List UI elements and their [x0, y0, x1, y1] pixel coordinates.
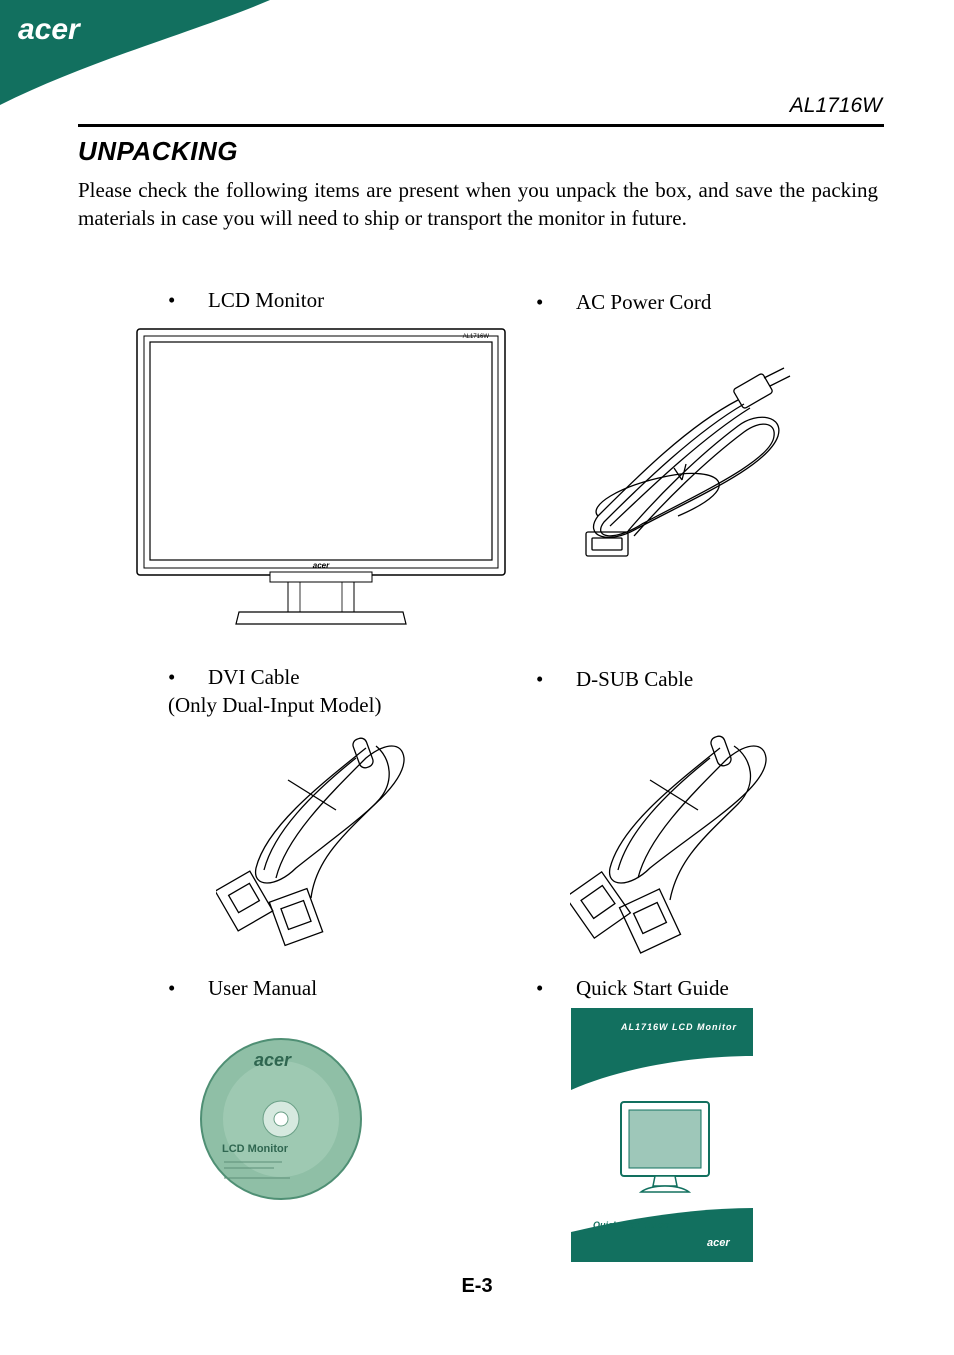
model-label: AL1716W [789, 94, 882, 117]
header-rule [78, 124, 884, 127]
item-label: D-SUB Cable [576, 667, 694, 691]
bullet-icon: • [168, 665, 176, 689]
page-number: E-3 [461, 1275, 493, 1297]
section-title: UNPACKING [78, 136, 239, 166]
svg-text:acer: acer [254, 1050, 292, 1070]
acer-logo [14, 12, 114, 46]
dvi-cable-icon [216, 728, 416, 948]
list-item [168, 286, 324, 314]
list-item [536, 665, 693, 693]
bullet-icon: • [168, 288, 176, 312]
lcd-monitor-icon [134, 326, 508, 630]
svg-text:LCD Monitor: LCD Monitor [222, 1143, 288, 1155]
list-item [168, 663, 381, 719]
ac-power-cord-icon [578, 356, 808, 576]
svg-text:Quick Start Guide: Quick Start Guide [593, 1220, 670, 1230]
list-item [536, 288, 711, 316]
svg-text:AL1716W: AL1716W [462, 334, 489, 340]
svg-text:acer: acer [18, 13, 80, 46]
intro-paragraph: Please check the following items are present when you unpack the box, and save the packing materials in case you will need to ship or transport the monitor in future. [78, 178, 878, 230]
item-label: User Manual [208, 976, 318, 1000]
item-label: AC Power Cord [576, 290, 712, 314]
bullet-icon: • [536, 667, 544, 691]
list-item [536, 974, 729, 1002]
svg-text:acer: acer [707, 1237, 730, 1249]
item-label: DVI Cable [208, 665, 300, 689]
list-item [168, 974, 317, 1002]
d-sub-cable-icon [570, 724, 780, 954]
quick-start-guide-icon [571, 1008, 753, 1262]
item-label: LCD Monitor [208, 288, 325, 312]
bullet-icon: • [536, 290, 544, 314]
cd-disc-icon [198, 1036, 364, 1202]
item-label: Quick Start Guide [576, 976, 729, 1000]
bullet-icon: • [168, 976, 176, 1000]
item-note: (Only Dual-Input Model) [168, 693, 382, 717]
bullet-icon: • [536, 976, 544, 1000]
svg-text:AL1716W LCD Monitor: AL1716W LCD Monitor [621, 1022, 738, 1032]
svg-text:acer: acer [312, 561, 330, 570]
